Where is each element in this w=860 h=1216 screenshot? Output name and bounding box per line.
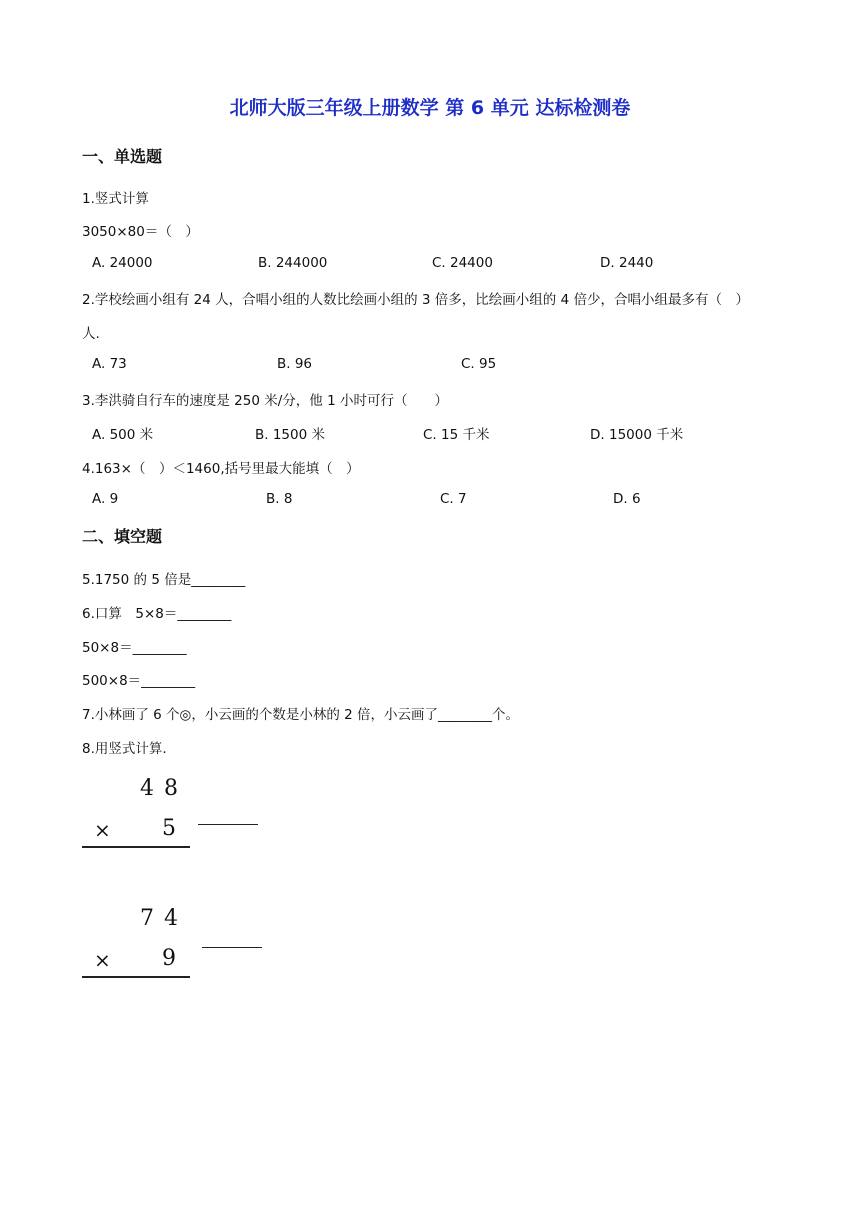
question-2-text: 2.学校绘画小组有 24 人，合唱小组的人数比绘画小组的 3 倍多，比绘画小组的 4 倍少，合唱小组最多有（ ） bbox=[82, 292, 749, 308]
question-6-line-2: 50×8＝________ bbox=[82, 640, 187, 656]
multiplicand: 48 bbox=[140, 776, 188, 801]
vertical-multiplication-1 bbox=[82, 776, 192, 856]
question-3-text: 3.李洪骑自行车的速度是 250 米/分，他 1 小时可行（ ） bbox=[82, 393, 448, 409]
question-2-option-c[interactable]: C. 95 bbox=[461, 356, 497, 372]
question-4-option-a[interactable]: A. 9 bbox=[92, 491, 119, 507]
multiplier: 5 bbox=[162, 816, 186, 841]
question-4-text: 4.163×（ ）＜1460,括号里最大能填（ ） bbox=[82, 461, 360, 477]
question-2-option-b[interactable]: B. 96 bbox=[277, 356, 313, 372]
question-5-text: 5.1750 的 5 倍是________ bbox=[82, 572, 246, 588]
question-1-option-c[interactable]: C. 24400 bbox=[432, 255, 493, 271]
answer-blank-1[interactable] bbox=[198, 824, 258, 825]
vertical-multiplication-2 bbox=[82, 906, 192, 986]
question-4-option-c[interactable]: C. 7 bbox=[440, 491, 467, 507]
times-sign: × bbox=[94, 818, 111, 842]
question-2-text-continued: 人. bbox=[82, 326, 100, 342]
question-3-option-d[interactable]: D. 15000 千米 bbox=[590, 427, 684, 443]
question-8-text: 8.用竖式计算. bbox=[82, 741, 167, 757]
question-1-option-d[interactable]: D. 2440 bbox=[600, 255, 654, 271]
question-3-option-a[interactable]: A. 500 米 bbox=[92, 427, 154, 443]
question-2-option-a[interactable]: A. 73 bbox=[92, 356, 127, 372]
section-heading-single-choice: 一、单选题 bbox=[82, 147, 163, 166]
section-heading-fill-in: 二、填空题 bbox=[82, 527, 163, 546]
sum-rule bbox=[82, 846, 190, 848]
page-title: 北师大版三年级上册数学 第 6 单元 达标检测卷 bbox=[229, 97, 631, 119]
question-3-option-b[interactable]: B. 1500 米 bbox=[255, 427, 325, 443]
question-4-option-b[interactable]: B. 8 bbox=[266, 491, 293, 507]
question-1-expression: 3050×80＝（ ） bbox=[82, 224, 199, 240]
multiplier: 9 bbox=[162, 946, 186, 971]
times-sign: × bbox=[94, 948, 111, 972]
answer-blank-2[interactable] bbox=[202, 947, 262, 948]
question-1-option-a[interactable]: A. 24000 bbox=[92, 255, 153, 271]
question-4-option-d[interactable]: D. 6 bbox=[613, 491, 641, 507]
question-1-text: 1.竖式计算 bbox=[82, 191, 149, 207]
multiplicand: 74 bbox=[140, 906, 188, 931]
sum-rule bbox=[82, 976, 190, 978]
question-6-line-3: 500×8＝________ bbox=[82, 673, 196, 689]
question-6-text: 6.口算 5×8＝________ bbox=[82, 606, 232, 622]
question-7-text: 7.小林画了 6 个◎，小云画的个数是小林的 2 倍，小云画了________个。 bbox=[82, 707, 520, 723]
question-1-option-b[interactable]: B. 244000 bbox=[258, 255, 328, 271]
question-3-option-c[interactable]: C. 15 千米 bbox=[423, 427, 490, 443]
